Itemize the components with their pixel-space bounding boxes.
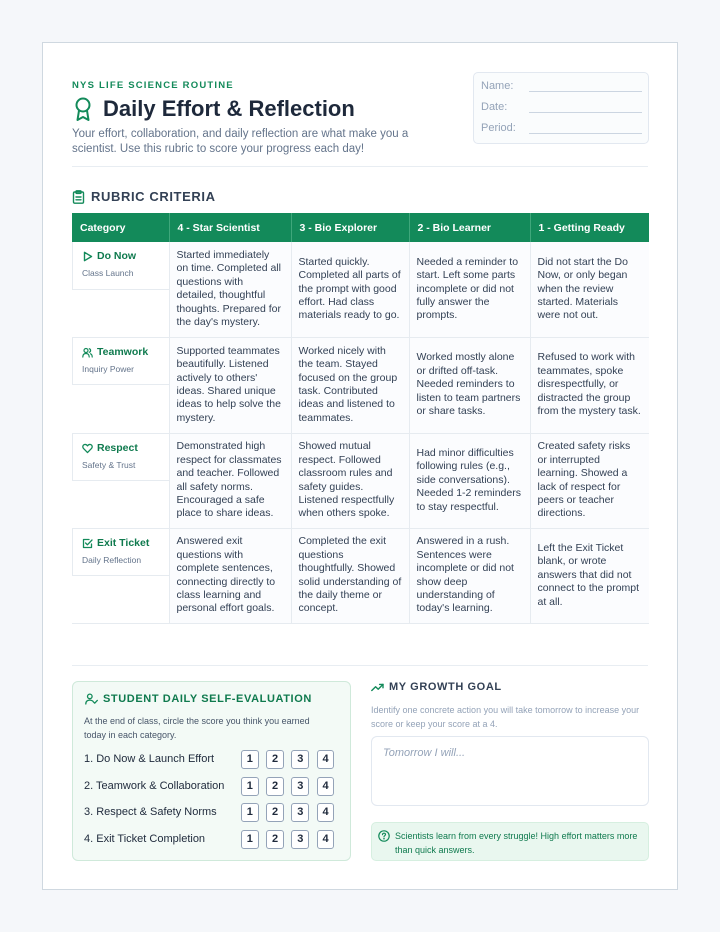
category-box xyxy=(72,434,169,482)
category-name xyxy=(82,537,162,550)
evaluation-item-label: 1. Do Now & Launch Effort xyxy=(84,753,215,765)
column-header: 2 - Bio Learner xyxy=(409,213,530,242)
date-field-row xyxy=(481,101,642,113)
category-subtitle: Class Launch xyxy=(82,268,134,279)
category-cell xyxy=(72,433,169,528)
score-2-button[interactable]: 2 xyxy=(266,750,284,769)
name-field-row xyxy=(481,80,642,92)
evaluation-row xyxy=(84,829,342,849)
rubric-cell: Worked mostly alone or drifted off-task. Needed reminders to listen to team partners or share tasks. xyxy=(409,337,530,433)
growth-goal-description: Identify one concrete action you will take tomorrow to increase your score or keep your score at a 4. xyxy=(371,705,640,729)
page-subtitle: Your effort, collaboration, and daily reflection are what make you a scientist. Use this rubric to score your progress each day! xyxy=(72,128,409,155)
table-row xyxy=(72,337,649,433)
self-evaluation-heading-text: STUDENT DAILY SELF-EVALUATION xyxy=(103,693,312,705)
score-1-button[interactable]: 1 xyxy=(241,777,259,796)
date-field[interactable] xyxy=(529,101,642,113)
category-label: Teamwork xyxy=(97,345,149,358)
help-circle-icon xyxy=(378,830,390,842)
user-check-icon xyxy=(85,693,98,705)
tip-text: Scientists learn from every struggle! High effort matters more than quick answers. xyxy=(395,831,638,855)
rubric-heading-text: RUBRIC CRITERIA xyxy=(91,189,216,204)
category-subtitle: Daily Reflection xyxy=(82,554,142,565)
rubric-cell: Showed mutual respect. Followed classroom rules and safety guides. Listened respectfully when others spoke. xyxy=(291,433,409,528)
rubric-cell: Demonstrated high respect for classmates and teacher. Followed all safety norms. Encouraged a safe place to share ideas. xyxy=(169,433,291,528)
divider xyxy=(72,166,648,167)
self-evaluation-description: At the end of class, circle the score you think you earned today in each category. xyxy=(84,716,310,740)
award-icon xyxy=(72,96,94,122)
score-2-button[interactable]: 2 xyxy=(266,803,284,822)
play-icon xyxy=(82,251,93,262)
score-4-button[interactable]: 4 xyxy=(317,830,335,849)
rubric-cell: Needed a reminder to start. Left some parts incomplete or did not fully answer the prompts. xyxy=(409,242,530,337)
growth-goal-heading-text: MY GROWTH GOAL xyxy=(389,681,502,693)
category-name xyxy=(82,346,162,359)
category-cell xyxy=(72,528,169,623)
clipboard-icon xyxy=(72,190,85,204)
rubric-cell: Supported teammates beautifully. Listened actively to others' ideas. Shared unique ideas to help solve the mystery. xyxy=(169,337,291,433)
growth-goal-input[interactable] xyxy=(371,736,649,806)
rubric-cell: Refused to work with teammates, spoke disrespectfully, or distracted the group from the mystery task. xyxy=(530,337,649,433)
self-evaluation-heading xyxy=(85,693,312,705)
score-2-button[interactable]: 2 xyxy=(266,777,284,796)
category-subtitle: Inquiry Power xyxy=(82,363,134,374)
score-3-button[interactable]: 3 xyxy=(291,750,309,769)
heart-icon xyxy=(82,443,93,454)
evaluation-item-label: 4. Exit Ticket Completion xyxy=(84,833,206,845)
category-label: Respect xyxy=(97,441,138,454)
period-field[interactable] xyxy=(529,122,642,134)
category-cell xyxy=(72,242,169,337)
category-cell xyxy=(72,337,169,433)
rubric-cell: Had minor difficulties following rules (e.g., side conversations). Needed 1-2 reminders to stay respectful. xyxy=(409,433,530,528)
period-label: Period: xyxy=(481,122,516,134)
score-1-button[interactable]: 1 xyxy=(241,750,259,769)
student-id-box xyxy=(473,72,649,144)
score-4-button[interactable]: 4 xyxy=(317,777,335,796)
column-header: 1 - Getting Ready xyxy=(530,213,649,242)
rubric-table xyxy=(72,213,649,624)
divider xyxy=(72,665,648,666)
page-title: Daily Effort & Reflection xyxy=(103,96,355,121)
category-subtitle: Safety & Trust xyxy=(82,459,136,470)
evaluation-row xyxy=(84,776,342,796)
table-row xyxy=(72,433,649,528)
category-box xyxy=(72,242,169,290)
rubric-cell: Left the Exit Ticket blank, or wrote answers that did not connect to the prompt at all. xyxy=(530,528,649,623)
trending-up-icon xyxy=(371,682,384,693)
name-field[interactable] xyxy=(529,80,642,92)
column-header: Category xyxy=(72,213,169,242)
evaluation-row xyxy=(84,802,342,822)
rubric-cell: Completed the exit questions thoughtfully. Showed solid understanding of the daily theme or concept. xyxy=(291,528,409,623)
eyebrow-label: NYS LIFE SCIENCE ROUTINE xyxy=(72,80,234,91)
score-1-button[interactable]: 1 xyxy=(241,830,259,849)
score-3-button[interactable]: 3 xyxy=(291,777,309,796)
title-row xyxy=(72,96,355,122)
name-label: Name: xyxy=(481,80,514,92)
table-row xyxy=(72,242,649,337)
score-4-button[interactable]: 4 xyxy=(317,803,335,822)
score-4-button[interactable]: 4 xyxy=(317,750,335,769)
rubric-header-row xyxy=(72,213,649,242)
rubric-heading xyxy=(72,189,216,204)
score-1-button[interactable]: 1 xyxy=(241,803,259,822)
score-3-button[interactable]: 3 xyxy=(291,803,309,822)
category-box xyxy=(72,338,169,386)
rubric-sheet xyxy=(42,42,678,890)
score-3-button[interactable]: 3 xyxy=(291,830,309,849)
category-name xyxy=(82,250,162,263)
rubric-cell: Answered exit questions with complete sentences, connecting directly to class learning and personal effort goals. xyxy=(169,528,291,623)
column-header: 3 - Bio Explorer xyxy=(291,213,409,242)
rubric-cell: Worked nicely with the team. Stayed focused on the group task. Contributed ideas and listened to teammates. xyxy=(291,337,409,433)
category-name xyxy=(82,442,162,455)
evaluation-item-label: 3. Respect & Safety Norms xyxy=(84,806,217,818)
check-square-icon xyxy=(82,538,93,549)
category-label: Do Now xyxy=(97,250,137,262)
rubric-cell: Started quickly. Completed all parts of the prompt with good effort. Had class materials ready to go. xyxy=(291,242,409,337)
growth-goal-heading xyxy=(371,681,502,693)
category-box xyxy=(72,529,169,577)
date-label: Date: xyxy=(481,101,508,113)
self-evaluation-card xyxy=(72,681,351,861)
evaluation-item-label: 2. Teamwork & Collaboration xyxy=(84,780,225,792)
evaluation-row xyxy=(84,749,342,769)
category-label: Exit Ticket xyxy=(97,536,150,549)
rubric-cell: Answered in a rush. Sentences were incomplete or did not show deep understanding of today's learning. xyxy=(409,528,530,623)
table-row xyxy=(72,528,649,623)
rubric-cell: Created safety risks or interrupted learning. Showed a lack of respect for peers or teacher directions. xyxy=(530,433,649,528)
period-field-row xyxy=(481,122,642,134)
rubric-cell: Did not start the Do Now, or only began when the review started. Materials were not out. xyxy=(530,242,649,337)
rubric-cell: Started immediately on time. Completed all questions with detailed, thoughtful thoughts. Prepared for the day's mystery. xyxy=(169,242,291,337)
tip-banner xyxy=(371,822,649,861)
score-2-button[interactable]: 2 xyxy=(266,830,284,849)
users-icon xyxy=(82,347,93,358)
column-header: 4 - Star Scientist xyxy=(169,213,291,242)
